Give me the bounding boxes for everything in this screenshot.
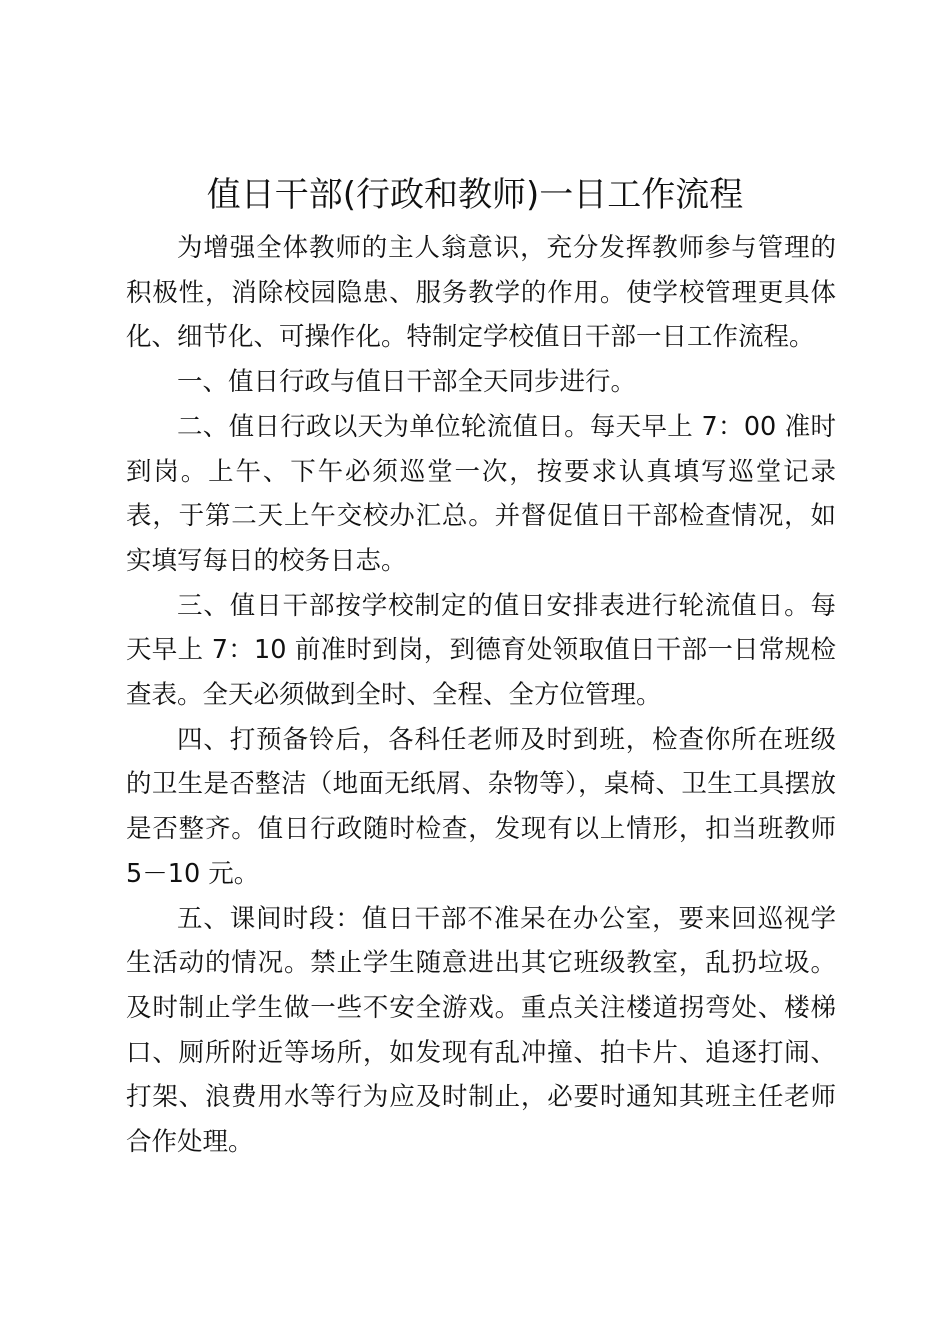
document-title: 值日干部(行政和教师)一日工作流程 [206,175,744,215]
paragraph-item-2: 二、值日行政以天为单位轮流值日。每天早上 7：00 准时到岗。上午、下午必须巡堂一次，按要求认真填写巡堂记录表，于第二天上午交校办汇总。并督促值日干部检查情况，如实填写每日的校务日志。 [126,411,836,576]
paragraph-item-3: 三、值日干部按学校制定的值日安排表进行轮流值日。每天早上 7：10 前准时到岗，到德育处领取值日干部一日常规检查表。全天必须做到全时、全程、全方位管理。 [126,590,836,711]
paragraph-item-1: 一、值日行政与值日干部全天同步进行。 [177,367,637,398]
paragraph-item-4: 四、打预备铃后，各科任老师及时到班，检查你所在班级的卫生是否整洁（地面无纸屑、杂物等），桌椅、卫生工具摆放是否整齐。值日行政随时检查，发现有以上情形，扣当班教师 5－10 元。 [126,724,836,889]
paragraph-item-5: 五、课间时段：值日干部不准呆在办公室，要来回巡视学生活动的情况。禁止学生随意进出其它班级教室，乱扔垃圾。及时制止学生做一些不安全游戏。重点关注楼道拐弯处、楼梯口、厕所附近等场所，如发现有乱冲撞、拍卡片、追逐打闹、打架、浪费用水等行为应及时制止，必要时通知其班主任老师合作处理。 [126,903,836,1158]
paragraph-intro: 为增强全体教师的主人翁意识，充分发挥教师参与管理的积极性，消除校园隐患、服务教学的作用。使学校管理更具体化、细节化、可操作化。特制定学校值日干部一日工作流程。 [126,233,836,353]
document-body [126,226,836,1165]
